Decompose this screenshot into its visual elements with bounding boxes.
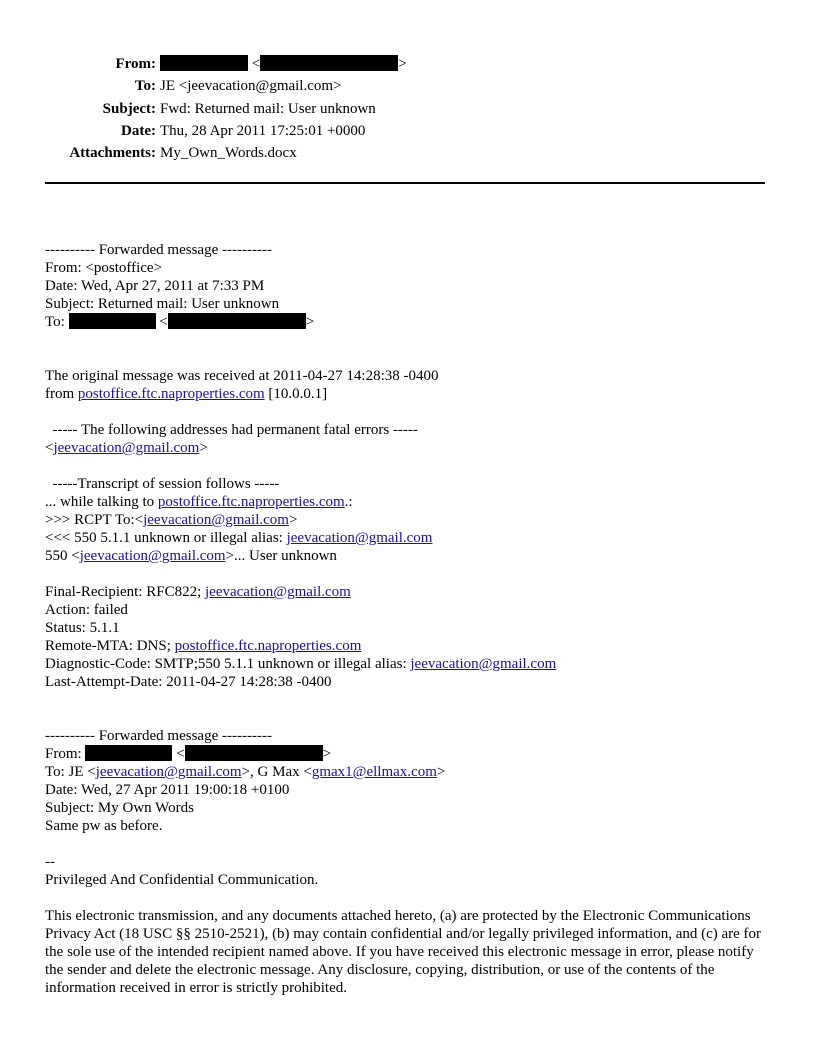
- disclaimer-paragraph: This electronic transmission, and any documents attached hereto, (a) are protected by the Electronic Communications Privacy Act (18 USC §§ 2510-2521), (b) may contain confidential and/or legally privileged information, and (c) are for the sole use of the intended recipient named above. If you have received this electronic message in error, please notify the sender and delete the electronic message. Any disclosure, copying, distribution, or use of the contents of the information received in error is strictly prohibited.: [45, 908, 762, 996]
- fwd2-subject: Subject: My Own Words: [45, 800, 194, 816]
- redacted-recipient-name: [69, 313, 156, 329]
- header-attachments-row: [0, 142, 816, 164]
- fwd1-divider: ---------- Forwarded message ----------: [45, 242, 272, 258]
- remote-mta-line: [45, 637, 775, 655]
- signature-separator: --: [45, 854, 55, 870]
- email-body: [45, 241, 775, 997]
- header-to-label: To:: [134, 78, 156, 95]
- rcpt-line: >>> RCPT To:<jeevacation@gmail.com>: [45, 512, 298, 528]
- user-unknown-prefix: 550 <: [45, 548, 80, 564]
- redacted-recipient-email: [168, 313, 306, 329]
- diagnostic-prefix: Diagnostic-Code: SMTP;550 5.1.1 unknown or illegal alias:: [45, 656, 411, 672]
- user-unknown-suffix: >... User unknown: [225, 548, 337, 564]
- bounce-received-line: The original message was received at 2011-04-27 14:28:38 -0400: [45, 368, 439, 384]
- transcript-heading-text: -----Transcript of session follows -----: [52, 476, 280, 492]
- fwd2-divider: ---------- Forwarded message ----------: [45, 728, 272, 744]
- user-unknown-line: [45, 547, 775, 565]
- redacted-sender-name: [85, 745, 172, 761]
- transcript-heading: [45, 475, 775, 493]
- privileged-notice: Privileged And Confidential Communication.: [45, 872, 319, 888]
- fwd1-date: Date: Wed, Apr 27, 2011 at 7:33 PM: [45, 278, 265, 294]
- header-divider: [45, 182, 765, 184]
- header-attachments-label: Attachments:: [69, 145, 156, 162]
- code-prefix: <<< 550 5.1.1 unknown or illegal alias:: [45, 530, 287, 546]
- host-link[interactable]: postoffice.ftc.naproperties.com: [157, 494, 345, 510]
- header-subject-label: Subject:: [102, 100, 156, 117]
- host-link[interactable]: postoffice.ftc.naproperties.com: [77, 386, 265, 402]
- email-link[interactable]: jeevacation@gmail.com: [286, 530, 433, 546]
- header-from-row: [0, 53, 816, 75]
- code-line: [45, 529, 775, 547]
- errors-address: <jeevacation@gmail.com>: [45, 440, 208, 456]
- redacted-sender-email: [260, 55, 398, 71]
- errors-heading: [45, 421, 775, 439]
- fwd2-to: [45, 763, 775, 781]
- fwd2-from-label: From:: [45, 746, 82, 762]
- talking-prefix: ... while talking to: [45, 494, 158, 510]
- redacted-sender-name: [160, 55, 248, 71]
- final-recipient-prefix: Final-Recipient: RFC822;: [45, 584, 205, 600]
- email-header: [0, 53, 816, 164]
- header-from-value: < >: [160, 53, 407, 75]
- email-link[interactable]: jeevacation@gmail.com: [410, 656, 557, 672]
- email-link[interactable]: jeevacation@gmail.com: [205, 584, 351, 600]
- email-link[interactable]: jeevacation@gmail.com: [143, 512, 289, 528]
- fwd2-from: From: < >: [45, 746, 332, 762]
- final-recipient-line: [45, 583, 775, 601]
- fwd2-to-middle: >, G Max <: [241, 764, 312, 780]
- fwd1-subject: Subject: Returned mail: User unknown: [45, 296, 280, 312]
- fwd2-body: Same pw as before.: [45, 818, 163, 834]
- header-from-label: From:: [115, 56, 156, 72]
- email-link[interactable]: jeevacation@gmail.com: [53, 440, 200, 456]
- action-line: Action: failed: [45, 602, 128, 618]
- errors-heading-text: ----- The following addresses had permanent fatal errors -----: [52, 422, 418, 438]
- redacted-sender-email: [185, 745, 323, 761]
- bounce-from-suffix: [10.0.0.1]: [264, 386, 328, 402]
- header-date-label: Date:: [121, 122, 156, 139]
- talking-line: [45, 493, 775, 511]
- email-link[interactable]: jeevacation@gmail.com: [95, 764, 242, 780]
- header-subject-value: Fwd: Returned mail: User unknown: [160, 100, 376, 117]
- rcpt-prefix: >>> RCPT To:<: [45, 512, 144, 528]
- fwd2-to-prefix: To: JE <: [45, 764, 96, 780]
- header-to-value: JE <jeevacation@gmail.com>: [160, 78, 342, 95]
- status-line: Status: 5.1.1: [45, 620, 120, 636]
- header-attachments-value: My_Own_Words.docx: [160, 145, 297, 162]
- diagnostic-line: [45, 655, 775, 673]
- fwd1-from: From: <postoffice>: [45, 260, 163, 276]
- remote-mta-prefix: Remote-MTA: DNS;: [45, 638, 175, 654]
- header-date-value: Thu, 28 Apr 2011 17:25:01 +0000: [160, 122, 366, 139]
- bounce-from-line: [45, 385, 775, 403]
- fwd1-to: To: < >: [45, 314, 315, 330]
- email-link[interactable]: jeevacation@gmail.com: [79, 548, 226, 564]
- header-to-row: [0, 75, 816, 97]
- email-link-gmax[interactable]: gmax1@ellmax.com: [311, 764, 437, 780]
- fwd2-date: Date: Wed, 27 Apr 2011 19:00:18 +0100: [45, 782, 290, 798]
- bounce-from-prefix: from: [45, 386, 78, 402]
- host-link[interactable]: postoffice.ftc.naproperties.com: [174, 638, 362, 654]
- header-date-row: [0, 120, 816, 142]
- fwd2-to-suffix: >: [436, 764, 446, 780]
- header-subject-row: [0, 98, 816, 120]
- last-attempt-line: Last-Attempt-Date: 2011-04-27 14:28:38 -0400: [45, 674, 332, 690]
- fwd1-to-label: To:: [45, 314, 65, 330]
- talking-suffix: .:: [344, 494, 353, 510]
